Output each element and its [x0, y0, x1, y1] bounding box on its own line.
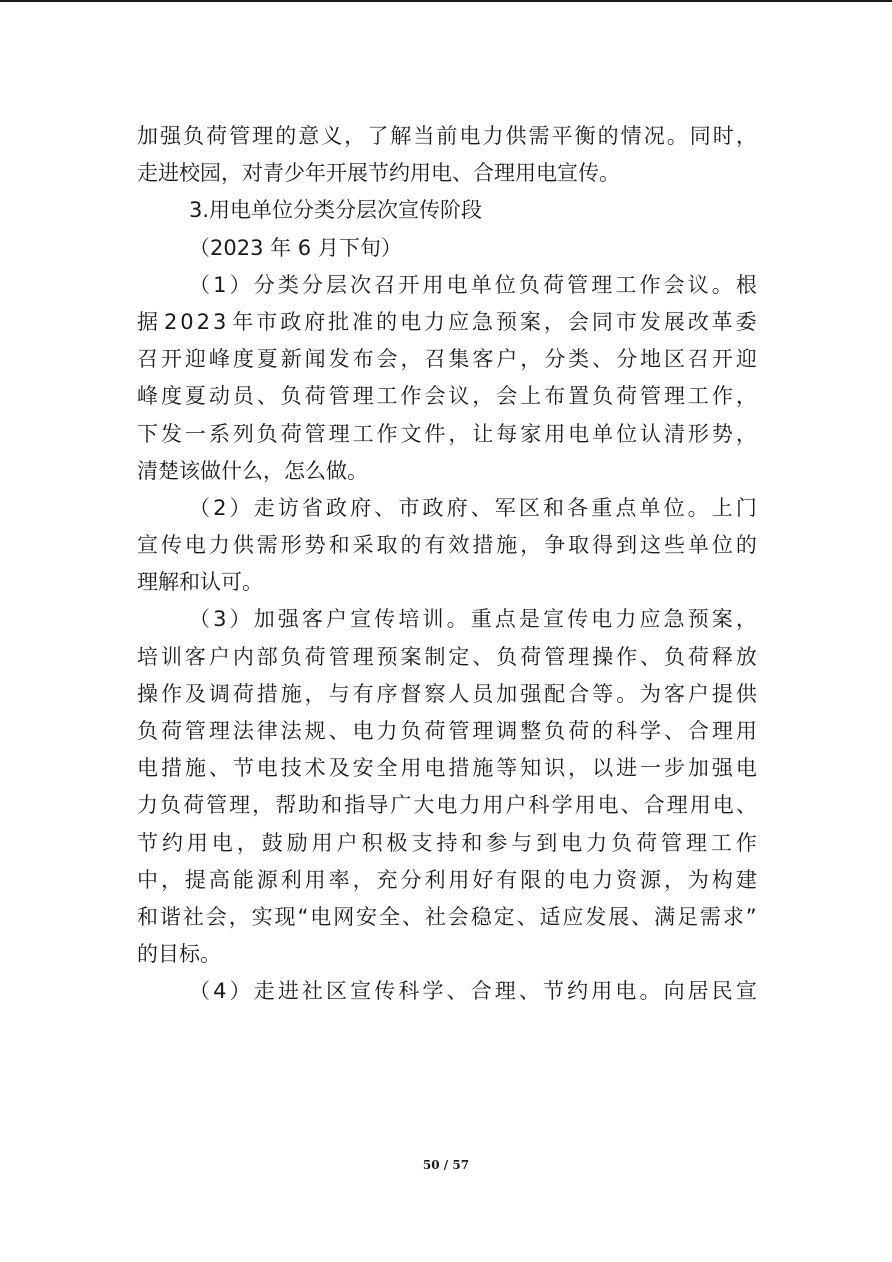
text-line: 召 开 迎 峰 度 夏 新 闻 发 布 会 ， 召 集 客 户 ， 分 类 、 分 地 区 召 开 迎 [137, 347, 757, 372]
top-border-line [0, 0, 892, 2]
text-line: （ 2 ） 走 访 省 政 府 、 市 政 府 、 军 区 和 各 重 点 单 位 。 上 门 [189, 495, 757, 520]
text-line: 培 训 客 户 内 部 负 荷 管 理 预 案 制 定 、 负 荷 管 理 操 作 、 负 荷 释 放 [137, 644, 757, 669]
text-line: 中 ， 提 高 能 源 利 用 率 ， 充 分 利 用 好 有 限 的 电 力 资 源 ， 为 构 建 [137, 867, 757, 892]
text-line: 据 2 0 2 3 年 市 政 府 批 准 的 电 力 应 急 预 案 ， 会 同 市 发 展 改 革 委 [137, 309, 757, 334]
text-line: 和 谐 社 会 ， 实 现 “ 电 网 安 全 、 社 会 稳 定 、 适 应 发 展 、 满 足 需 求 ” [137, 904, 757, 929]
text-line: （ 1 ） 分 类 分 层 次 召 开 用 电 单 位 负 荷 管 理 工 作 会 议 。 根 [189, 272, 757, 297]
text-line: 操 作 及 调 荷 措 施 ， 与 有 序 督 察 人 员 加 强 配 合 等 。 为 客 户 提 供 [137, 681, 757, 706]
text-line: （ 4 ） 走 进 社 区 宣 传 科 学 、 合 理 、 节 约 用 电 。 向 居 民 宣 [189, 979, 757, 1004]
text-line: 的目标。 [137, 942, 221, 967]
text-line: 负 荷 管 理 法 律 法 规 、 电 力 负 荷 管 理 调 整 负 荷 的 科 学 、 合 理 用 [137, 719, 757, 743]
text-line: （ 3 ） 加 强 客 户 宣 传 培 训 。 重 点 是 宣 传 电 力 应 急 预 案 ， [189, 607, 757, 632]
text-line: 加 强 负 荷 管 理 的 意 义 ， 了 解 当 前 电 力 供 需 平 衡 的 情 况 。 同 时 ， [137, 124, 757, 148]
text-line: （2023 年 6 月下旬） [189, 235, 402, 260]
body-text [137, 118, 757, 1011]
text-line: 理解和认可。 [137, 570, 263, 595]
text-line: 下 发 一 系 列 负 荷 管 理 工 作 文 件 ， 让 每 家 用 电 单 位 认 清 形 势 ， [137, 421, 757, 446]
text-line: 力 负 荷 管 理 ， 帮 助 和 指 导 广 大 电 力 用 户 科 学 用 电 、 合 理 用 电 、 [137, 793, 757, 818]
page-number: 50 / 57 [422, 1158, 470, 1172]
text-line: 峰 度 夏 动 员 、 负 荷 管 理 工 作 会 议 ， 会 上 布 置 负 荷 管 理 工 作 ， [137, 384, 757, 409]
text-line: 3.用电单位分类分层次宣传阶段 [189, 198, 483, 223]
text-line: 节 约 用 电 ， 鼓 励 用 户 积 极 支 持 和 参 与 到 电 力 负 荷 管 理 工 作 [137, 830, 757, 855]
text-line: 宣 传 电 力 供 需 形 势 和 采 取 的 有 效 措 施 ， 争 取 得 到 这 些 单 位 的 [137, 533, 757, 558]
text-line: 走进校园，对青少年开展节约用电、合理用电宣传。 [137, 161, 620, 186]
text-line: 清楚该做什么，怎么做。 [137, 458, 368, 483]
text-line: 电 措 施 、 节 电 技 术 及 安 全 用 电 措 施 等 知 识 ， 以 进 一 步 加 强 电 [137, 756, 757, 781]
